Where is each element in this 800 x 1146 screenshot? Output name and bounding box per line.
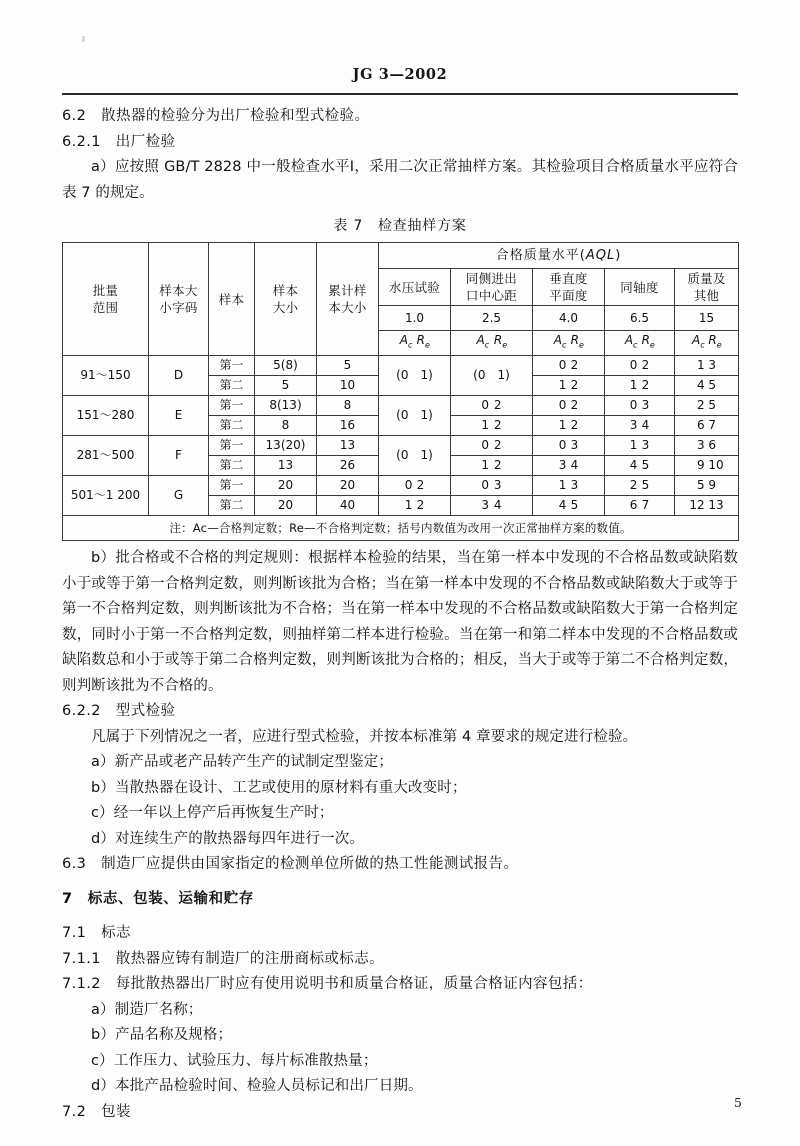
cell-cumulative-sample-size: 26 xyxy=(317,456,379,476)
cell-batch-range: 281～500 xyxy=(63,436,149,476)
cell-sample-label: 第二 xyxy=(209,456,255,476)
cell-aql-2: 1 2 xyxy=(533,376,605,396)
clause-7-1-2: 7.1.2 每批散热器出厂时应有使用说明书和质量合格证，质量合格证内容包括： xyxy=(62,976,593,992)
clause-7-1-2-item-d: d）本批产品检验时间、检验人员标记和出厂日期。 xyxy=(91,1078,423,1094)
cell-aql-3: 6 7 xyxy=(605,496,675,516)
th-aql-level-4: 15 xyxy=(675,306,739,331)
clause-6-3: 6.3 制造厂应提供由国家指定的检测单位所做的热工性能测试报告。 xyxy=(62,856,519,872)
th-aql-col-0-name: 水压试验 xyxy=(379,269,451,306)
spacer-after-clause-7 xyxy=(62,912,738,921)
table-row xyxy=(63,436,739,456)
th-aql-level-2: 4.0 xyxy=(533,306,605,331)
th-sample: 样本 xyxy=(209,243,255,356)
cell-aql-2: 1 3 xyxy=(533,476,605,496)
cell-aql-4: 2 5 xyxy=(675,396,739,416)
cell-sample-label: 第一 xyxy=(209,396,255,416)
cell-aql-0: (0 1) xyxy=(379,356,451,396)
page-number: 5 xyxy=(734,1095,742,1110)
clause-6-2-2: 6.2.2 型式检验 xyxy=(62,703,176,719)
table-7-note: 注：Ac—合格判定数；Re—不合格判定数；括号内数值为改用一次正常抽样方案的数值。 xyxy=(63,516,739,541)
th-aql-group-text: 合格质量水平(AQL) xyxy=(495,248,622,263)
clause-7-1-2-item-c: c）工作压力、试验压力、每片标准散热量； xyxy=(91,1052,378,1069)
cell-sample-size-code: G xyxy=(149,476,209,516)
cell-aql-2: 4 5 xyxy=(533,496,605,516)
cell-cumulative-sample-size: 16 xyxy=(317,416,379,436)
cell-aql-4: 6 7 xyxy=(675,416,739,436)
th-aql-col-2-name: 垂直度 平面度 xyxy=(533,269,605,306)
cell-aql-4: 1 3 xyxy=(675,356,739,376)
th-ac-re-0: $A_c$ $R_e$ xyxy=(379,331,451,356)
cell-sample-size-code: F xyxy=(149,436,209,476)
cell-aql-2: 3 4 xyxy=(533,456,605,476)
cell-aql-1: 1 2 xyxy=(451,416,533,436)
clause-6-2-2-item-b: b）当散热器在设计、工艺或使用的原材料有重大改变时； xyxy=(91,779,467,796)
th-batch-range: 批量 范围 xyxy=(63,243,149,356)
th-aql-level-0: 1.0 xyxy=(379,306,451,331)
clause-7-1: 7.1 标志 xyxy=(62,925,131,941)
clause-7-1-1: 7.1.1 散热器应铸有制造厂的注册商标或标志。 xyxy=(62,950,384,967)
table-row xyxy=(63,356,739,376)
cell-cumulative-sample-size: 8 xyxy=(317,396,379,416)
spacer-before-clause-7 xyxy=(62,878,738,887)
cell-cumulative-sample-size: 40 xyxy=(317,496,379,516)
cell-aql-3: 0 2 xyxy=(605,356,675,376)
cell-sample-size-code: E xyxy=(149,396,209,436)
clause-7-2: 7.2 包装 xyxy=(62,1103,131,1120)
th-ac-re-4: $A_c$ $R_e$ xyxy=(675,331,739,356)
th-aql-col-4-name: 质量及 其他 xyxy=(675,269,739,306)
cell-batch-range: 151～280 xyxy=(63,396,149,436)
cell-cumulative-sample-size: 20 xyxy=(317,476,379,496)
clause-6-2: 6.2 散热器的检验分为出厂检验和型式检验。 xyxy=(62,108,370,124)
cell-sample-size: 13 xyxy=(255,456,317,476)
cell-sample-label: 第一 xyxy=(209,356,255,376)
cell-aql-0: (0 1) xyxy=(379,396,451,436)
clause-7-1-2-item-a: a）制造厂名称； xyxy=(91,1001,203,1018)
cell-sample-size: 20 xyxy=(255,496,317,516)
cell-aql-0: 0 2 xyxy=(379,476,451,496)
cell-sample-size: 20 xyxy=(255,476,317,496)
th-ac-re-3: $A_c$ $R_e$ xyxy=(605,331,675,356)
running-head: JG 3—2002 xyxy=(352,66,448,83)
cell-aql-4: 5 9 xyxy=(675,476,739,496)
cell-sample-label: 第一 xyxy=(209,436,255,456)
table-7-body xyxy=(63,356,739,516)
clause-6-2-1: 6.2.1 出厂检验 xyxy=(62,133,176,150)
clause-7-1-2-item-b: b）产品名称及规格； xyxy=(91,1027,233,1043)
cell-sample-label: 第二 xyxy=(209,496,255,516)
th-aql-col-3-name: 同轴度 xyxy=(605,269,675,306)
clause-6-2-1-item-a: a）应按照 GB/T 2828 中一般检查水平Ⅰ，采用二次正常抽样方案。其检验项目合格质量水平应符合表 7 的规定。 xyxy=(62,159,738,201)
table-7-inspection-sampling-plan xyxy=(62,242,739,541)
cell-sample-size: 5(8) xyxy=(255,356,317,376)
cell-sample-label: 第一 xyxy=(209,476,255,496)
cell-aql-3: 2 5 xyxy=(605,476,675,496)
cell-sample-label: 第二 xyxy=(209,416,255,436)
cell-aql-4: 4 5 xyxy=(675,376,739,396)
cell-sample-size-code: D xyxy=(149,356,209,396)
cell-aql-2: 0 2 xyxy=(533,396,605,416)
cell-sample-size: 13(20) xyxy=(255,436,317,456)
th-aql-level-1: 2.5 xyxy=(451,306,533,331)
cell-aql-1: 0 2 xyxy=(451,396,533,416)
cell-aql-0: (0 1) xyxy=(379,436,451,476)
cell-aql-2: 0 3 xyxy=(533,436,605,456)
cell-aql-1: (0 1) xyxy=(451,356,533,396)
cell-aql-4: 9 10 xyxy=(675,456,739,476)
cell-sample-size: 8 xyxy=(255,416,317,436)
cell-aql-1: 1 2 xyxy=(451,456,533,476)
cell-aql-3: 1 2 xyxy=(605,376,675,396)
cell-sample-size: 8(13) xyxy=(255,396,317,416)
table-7-note-row xyxy=(63,516,739,541)
table-header-row-1 xyxy=(63,243,739,269)
clause-6-2-1-item-b: b）批合格或不合格的判定规则：根据样本检验的结果，当在第一样本中发现的不合格品数或缺陷数小于或等于第一合格判定数，则判断该批为合格；当在第一样本中发现的不合格品数或缺陷数大于或等于第一不合格判定数，则判断该批为不合格；当在第一样本中发现的不合格品数或缺陷数大于第一合格判定数，同时小于第一不合格判定数，则抽样第二样本进行检验。当在第一和第二样本中发现的不合格品数或缺陷数总和小于或等于第二合格判定数，则判断该批为合格的；相反，当大于或等于第二不合格判定数，则判断该批为不合格的。 xyxy=(62,550,738,694)
table-row xyxy=(63,476,739,496)
clause-6-2-2-item-c: c）经一年以上停产后再恢复生产时； xyxy=(91,805,334,821)
th-aql-level-3: 6.5 xyxy=(605,306,675,331)
cell-aql-0: 1 2 xyxy=(379,496,451,516)
cell-aql-4: 3 6 xyxy=(675,436,739,456)
cell-aql-1: 0 2 xyxy=(451,436,533,456)
th-sample-size: 样本 大小 xyxy=(255,243,317,356)
table-7-caption: 表 7 检查抽样方案 xyxy=(333,218,467,234)
cell-aql-3: 0 3 xyxy=(605,396,675,416)
th-sample-size-code: 样本大 小字码 xyxy=(149,243,209,356)
page-content xyxy=(62,104,738,1125)
cell-batch-range: 91～150 xyxy=(63,356,149,396)
cell-batch-range: 501～1 200 xyxy=(63,476,149,516)
cell-aql-3: 1 3 xyxy=(605,436,675,456)
cell-aql-4: 12 13 xyxy=(675,496,739,516)
scan-speck xyxy=(82,36,85,42)
cell-aql-2: 0 2 xyxy=(533,356,605,376)
th-aql-group xyxy=(379,243,739,269)
cell-cumulative-sample-size: 10 xyxy=(317,376,379,396)
cell-aql-1: 0 3 xyxy=(451,476,533,496)
clause-6-2-2-item-a: a）新产品或老产品转产生产的试制定型鉴定； xyxy=(91,754,394,770)
cell-aql-3: 3 4 xyxy=(605,416,675,436)
cell-sample-size: 5 xyxy=(255,376,317,396)
cell-aql-3: 4 5 xyxy=(605,456,675,476)
th-ac-re-1: $A_c$ $R_e$ xyxy=(451,331,533,356)
cell-aql-2: 1 2 xyxy=(533,416,605,436)
cell-aql-1: 3 4 xyxy=(451,496,533,516)
header-rule xyxy=(62,93,738,95)
table-row xyxy=(63,396,739,416)
clause-6-2-2-lead: 凡属于下列情况之一者，应进行型式检验，并按本标准第 4 章要求的规定进行检验。 xyxy=(91,728,638,745)
th-aql-col-1-name: 同侧进出 口中心距 xyxy=(451,269,533,306)
th-ac-re-2: $A_c$ $R_e$ xyxy=(533,331,605,356)
cell-cumulative-sample-size: 5 xyxy=(317,356,379,376)
cell-sample-label: 第二 xyxy=(209,376,255,396)
clause-6-2-2-item-d: d）对连续生产的散热器每四年进行一次。 xyxy=(91,830,365,847)
clause-7-heading: 7 标志、包装、运输和贮存 xyxy=(62,890,254,907)
cell-cumulative-sample-size: 13 xyxy=(317,436,379,456)
th-cumulative-sample-size: 累计样 本大小 xyxy=(317,243,379,356)
